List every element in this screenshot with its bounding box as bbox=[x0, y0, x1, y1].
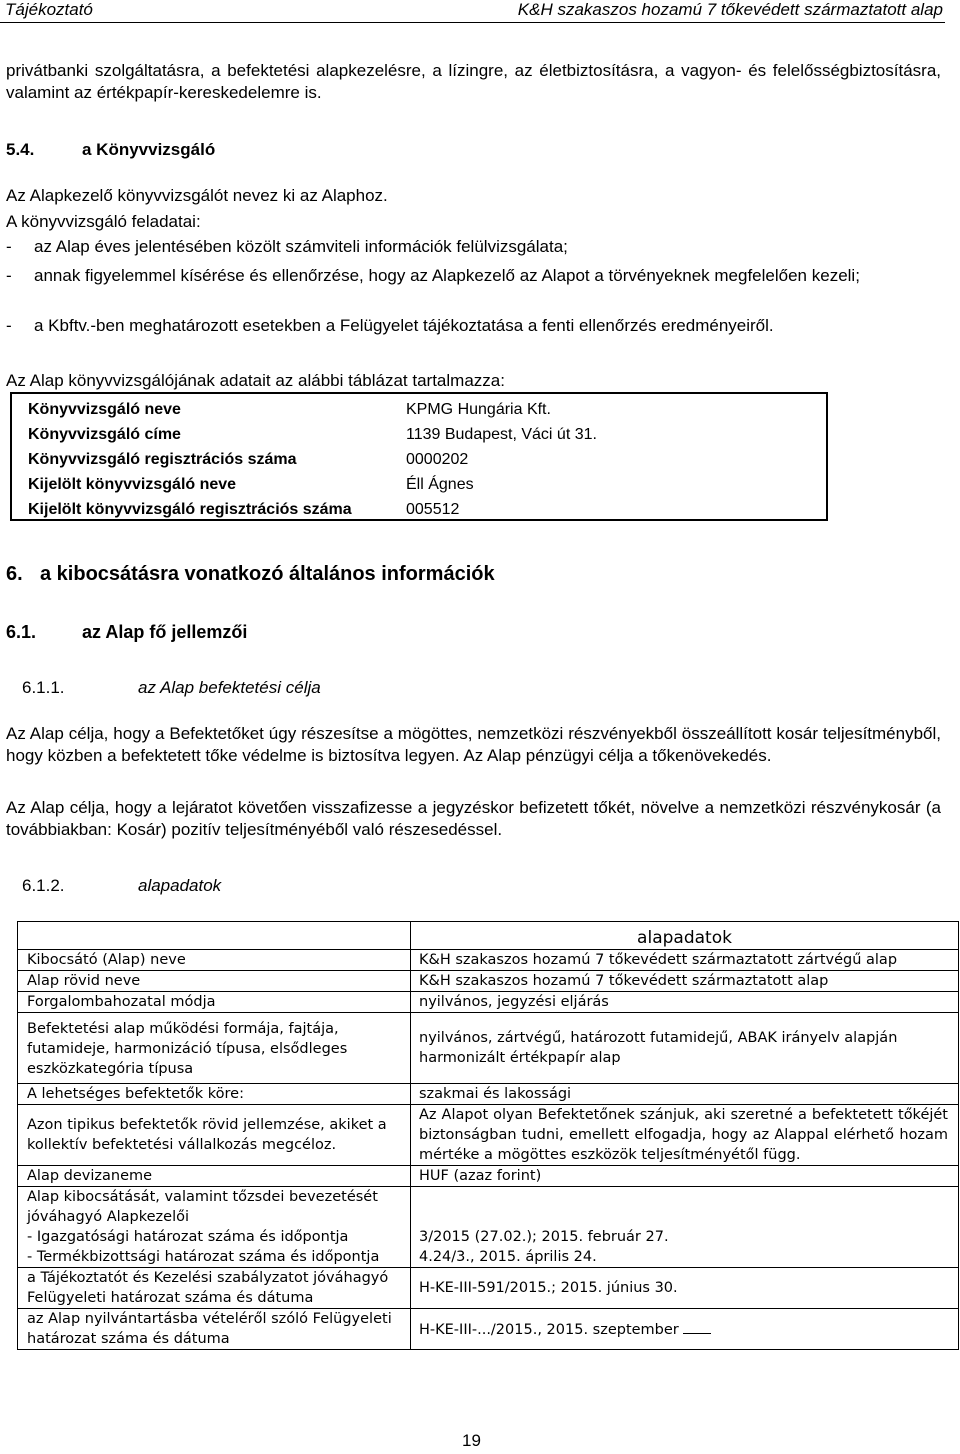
table-row: Kijelölt könyvvizsgáló regisztrációs száma 005512 bbox=[28, 501, 460, 518]
section-6-1-heading: 6.1. az Alap fő jellemzői bbox=[6, 622, 248, 642]
section-6-heading: 6. a kibocsátásra vonatkozó általános információk bbox=[6, 563, 495, 585]
table-row: Alap rövid neve K&H szakaszos hozamú 7 tőkevédett származtatott alap bbox=[18, 971, 959, 992]
table-row: A lehetséges befektetők köre: szakmai és lakossági bbox=[18, 1084, 959, 1105]
table-header-row bbox=[18, 922, 959, 950]
list-item: - az Alap éves jelentésében közölt számviteli információk felülvizsgálata; bbox=[6, 237, 568, 256]
table-row: Alap kibocsátását, valamint tőzsdei bevezetését jóváhagyó Alapkezelői - Igazgatósági határozat száma és időpontja - Termékbizottsági határozat száma és időpontja 3/2015 (27.02.); 2015. február 27. 4.24/3., 2015. április 24. bbox=[18, 1187, 959, 1268]
fund-data-table bbox=[17, 921, 959, 1350]
table-row: a Tájékoztatót és Kezelési szabályzatot jóváhagyó Felügyeleti határozat száma és dátuma H-KE-III-591/2015.; 2015. június 30. bbox=[18, 1268, 959, 1309]
table-row: Befektetési alap működési formája, fajtája, futamideje, harmonizáció típusa, elsődleges eszközkategória típusa nyilvános, zártvégű, határozott futamidejű, ABAK irányelv alapján harmonizált értékpapír alap bbox=[18, 1013, 959, 1084]
table-row: Kijelölt könyvvizsgáló neve Éll Ágnes bbox=[28, 476, 474, 493]
table-row: Könyvvizsgáló címe 1139 Budapest, Váci út 31. bbox=[28, 426, 597, 443]
table-row: Könyvvizsgáló neve KPMG Hungária Kft. bbox=[28, 401, 551, 418]
page-number: 19 bbox=[462, 1431, 481, 1450]
header-doc-type: Tájékoztató bbox=[5, 0, 93, 19]
auditor-tasks-label: A könyvvizsgáló feladatai: bbox=[6, 212, 201, 231]
table-row: Azon tipikus befektetők rövid jellemzése, akiket a kollektív befektetési vállalkozás megcéloz. Az Alapot olyan Befektetőnek szánjuk, aki szeretné a befektetett tőkéjét biztonságban tudni, emellett elfogadja, hogy az Alappal elérhető hozam mértéke a mögöttes eszközök teljesítményétől függ. bbox=[18, 1105, 959, 1166]
table-row: Kibocsátó (Alap) neve K&H szakaszos hozamú 7 tőkevédett származtatott zártvégű alap bbox=[18, 950, 959, 971]
table-row: Könyvvizsgáló regisztrációs száma 0000202 bbox=[28, 451, 469, 468]
investment-goal-paragraph-1: Az Alap célja, hogy a Befektetőket úgy részesítse a mögöttes, nemzetközi részvényekből összeállított kosár teljesítményből, hogy közben a befektetett tőke védelme is biztosítva legyen. Az Alap pénzügyi célja a tőkenövekedés. bbox=[6, 724, 941, 765]
section-6-1-2-heading: 6.1.2. alapadatok bbox=[22, 876, 222, 895]
table-row: az Alap nyilvántartásba vételéről szóló Felügyeleti határozat száma és dátuma H-KE-III-.../2015., 2015. szeptember bbox=[18, 1309, 959, 1350]
section-5-4-heading bbox=[6, 140, 215, 160]
section-number: 5.4. bbox=[6, 140, 35, 159]
intro-paragraph: privátbanki szolgáltatásra, a befektetési alapkezelésre, a lízingre, az életbiztosításra, a vagyon- és felelősségbiztosításra, valamint az értékpapír-kereskedelemre is. bbox=[6, 61, 941, 102]
section-title: a Könyvvizsgáló bbox=[82, 140, 216, 159]
table-row: Forgalombahozatal módja nyilvános, jegyzési eljárás bbox=[18, 992, 959, 1013]
section-6-1-1-heading: 6.1.1. az Alap befektetési célja bbox=[22, 678, 321, 697]
table-heading: alapadatok bbox=[411, 922, 959, 950]
auditor-table bbox=[10, 392, 828, 521]
page-header bbox=[0, 0, 945, 23]
auditor-table-intro: Az Alap könyvvizsgálójának adatait az alábbi táblázat tartalmazza: bbox=[6, 371, 505, 390]
table-row: Alap devizaneme HUF (azaz forint) bbox=[18, 1166, 959, 1187]
header-fund-name: K&H szakaszos hozamú 7 tőkevédett származtatott alap bbox=[517, 0, 943, 19]
list-item: - a Kbftv.-ben meghatározott esetekben a Felügyelet tájékoztatása a fenti ellenőrzés eredményeiről. bbox=[6, 316, 774, 335]
investment-goal-paragraph-2: Az Alap célja, hogy a lejáratot követően visszafizesse a jegyzéskor befizetett tőkét, növelve a nemzetközi részvénykosár (a továbbiakban: Kosár) pozitív teljesítményéből való részesedéssel. bbox=[6, 798, 941, 839]
blank-line bbox=[683, 1319, 711, 1334]
list-item: - annak figyelemmel kísérése és ellenőrzése, hogy az Alapkezelő az Alapot a törvényeknek megfelelően kezeli; bbox=[6, 266, 860, 285]
auditor-appointment-text: Az Alapkezelő könyvvizsgálót nevez ki az Alaphoz. bbox=[6, 186, 388, 205]
